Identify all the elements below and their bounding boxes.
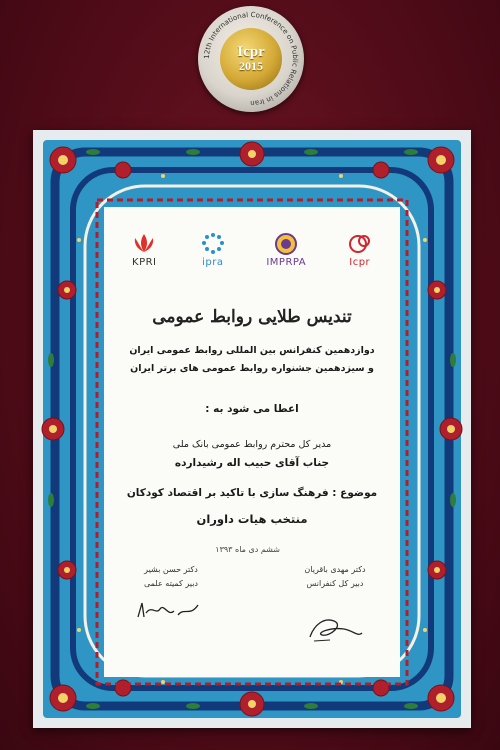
- festival-line: و سیزدهمین جشنواره روابط عمومی های برتر ایران: [130, 363, 374, 374]
- certificate-paper: [104, 207, 400, 677]
- recipient-role: مدیر کل محترم روابط عمومی بانک ملی: [172, 439, 332, 450]
- logo-icpr: [345, 232, 375, 268]
- icpr-logo-icon: [345, 232, 375, 256]
- medal: [198, 6, 304, 112]
- imprpa-emblem-icon: [271, 232, 301, 256]
- logo-icpr-label: Icpr: [349, 257, 371, 268]
- conference-line: دوازدهمین کنفرانس بین المللی روابط عمومی ایران: [129, 345, 375, 356]
- recipient-name: جناب آقای حبیب اله رشیدارده: [174, 457, 330, 469]
- logo-kpri-label: KPRI: [132, 257, 157, 268]
- award-subject: موضوع : فرهنگ سازی با تاکید بر اقتصاد کودکان: [126, 487, 378, 499]
- certificate-title: تندیس طلایی روابط عمومی: [152, 307, 352, 327]
- logo-ipra-label: ipra: [202, 257, 224, 268]
- signatory-2-name: دکتر حسن بشیر: [144, 565, 198, 574]
- sponsor-logos: [104, 225, 400, 275]
- signature-1-icon: [300, 607, 370, 645]
- medal-year: 2015: [239, 59, 263, 73]
- awarded-to-label: اعطا می شود به :: [205, 403, 299, 415]
- logo-imprpa-label: IMPRPA: [266, 257, 307, 268]
- kpri-lotus-icon: [129, 232, 159, 256]
- medal-logo: Icpr: [237, 44, 265, 60]
- logo-imprpa: [266, 232, 306, 268]
- logo-kpri: [129, 232, 159, 268]
- medal-ring-text: 12th International Conference on Public Relations in Iran: [202, 10, 300, 108]
- award-date: ششم دی ماه ۱۳۹۳: [215, 545, 280, 554]
- signatory-2-role: دبیر کمیته علمی: [144, 579, 198, 588]
- medal-center: [220, 28, 282, 90]
- signature-2-icon: [134, 595, 204, 625]
- jury-selection: منتخب هیات داوران: [196, 512, 308, 526]
- signatory-1-name: دکتر مهدی باقریان: [304, 565, 366, 574]
- signatory-1-role: دبیر کل کنفرانس: [306, 579, 364, 588]
- certificate-tile: [33, 130, 471, 728]
- ipra-dots-icon: [198, 232, 228, 256]
- logo-ipra: [198, 232, 228, 268]
